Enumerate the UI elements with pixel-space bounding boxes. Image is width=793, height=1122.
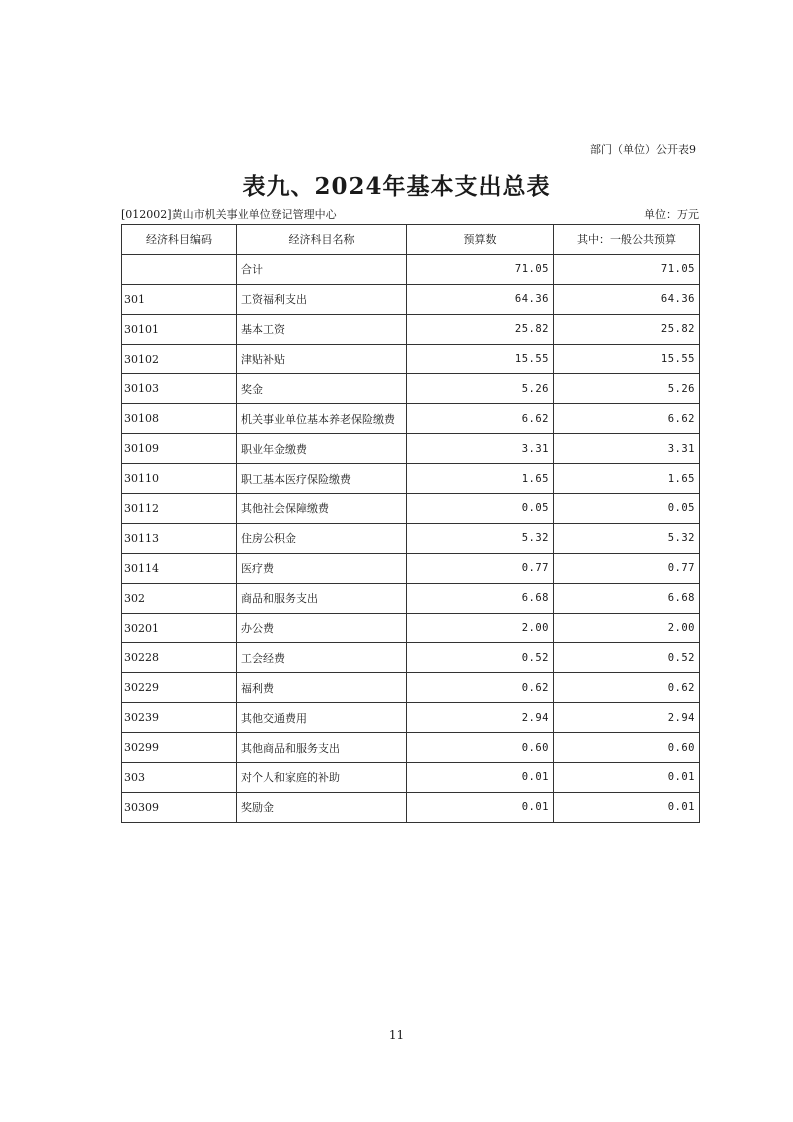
- table-row: [122, 613, 700, 643]
- unit-name: [012002]黄山市机关事业单位登记管理中心: [121, 208, 337, 221]
- name-cell: 商品和服务支出: [237, 583, 407, 613]
- general-cell: 2.94: [554, 703, 700, 733]
- code-cell: 30110: [122, 464, 237, 494]
- table-row: [122, 583, 700, 613]
- name-cell: 津贴补贴: [237, 344, 407, 374]
- general-cell: 0.62: [554, 673, 700, 703]
- code-cell: 30102: [122, 344, 237, 374]
- table-row: [122, 314, 700, 344]
- budget-cell: 0.60: [407, 733, 554, 763]
- budget-cell: 0.01: [407, 792, 554, 822]
- general-cell: 0.52: [554, 643, 700, 673]
- header-code: 经济科目编码: [122, 225, 237, 255]
- general-cell: 0.01: [554, 792, 700, 822]
- name-cell: 其他社会保障缴费: [237, 494, 407, 524]
- code-cell: 30114: [122, 553, 237, 583]
- table-row: [122, 464, 700, 494]
- code-cell: 301: [122, 284, 237, 314]
- code-cell: 30201: [122, 613, 237, 643]
- table-row: [122, 643, 700, 673]
- code-cell: 302: [122, 583, 237, 613]
- general-cell: 64.36: [554, 284, 700, 314]
- general-cell: 3.31: [554, 434, 700, 464]
- name-cell: 奖励金: [237, 792, 407, 822]
- name-cell: 机关事业单位基本养老保险缴费: [237, 404, 407, 434]
- table-row: [122, 254, 700, 284]
- general-cell: 15.55: [554, 344, 700, 374]
- code-cell: 30239: [122, 703, 237, 733]
- budget-cell: 0.62: [407, 673, 554, 703]
- budget-cell: 6.62: [407, 404, 554, 434]
- general-cell: 1.65: [554, 464, 700, 494]
- name-cell: 工会经费: [237, 643, 407, 673]
- general-cell: 5.26: [554, 374, 700, 404]
- code-cell: 30112: [122, 494, 237, 524]
- table-header-row: [122, 225, 700, 255]
- table-row: [122, 523, 700, 553]
- table-row: [122, 763, 700, 793]
- name-cell: 职工基本医疗保险缴费: [237, 464, 407, 494]
- budget-cell: 5.32: [407, 523, 554, 553]
- code-cell: 303: [122, 763, 237, 793]
- budget-cell: 1.65: [407, 464, 554, 494]
- page-number: 11: [388, 1028, 405, 1042]
- code-cell: [122, 254, 237, 284]
- code-cell: 30229: [122, 673, 237, 703]
- budget-cell: 25.82: [407, 314, 554, 344]
- page-title: 表九、2024年基本支出总表: [242, 173, 551, 200]
- general-cell: 0.05: [554, 494, 700, 524]
- budget-cell: 15.55: [407, 344, 554, 374]
- name-cell: 奖金: [237, 374, 407, 404]
- table-row: [122, 553, 700, 583]
- code-cell: 30109: [122, 434, 237, 464]
- table-row: [122, 284, 700, 314]
- table-row: [122, 792, 700, 822]
- table-row: [122, 673, 700, 703]
- budget-table: [121, 224, 700, 823]
- budget-cell: 0.52: [407, 643, 554, 673]
- budget-cell: 2.94: [407, 703, 554, 733]
- name-cell: 办公费: [237, 613, 407, 643]
- name-cell: 职业年金缴费: [237, 434, 407, 464]
- budget-cell: 64.36: [407, 284, 554, 314]
- table-meta: [121, 206, 699, 222]
- name-cell: 其他交通费用: [237, 703, 407, 733]
- code-cell: 30228: [122, 643, 237, 673]
- table-row: [122, 404, 700, 434]
- table-row: [122, 344, 700, 374]
- budget-cell: 0.77: [407, 553, 554, 583]
- table-row: [122, 434, 700, 464]
- general-cell: 0.01: [554, 763, 700, 793]
- table-row: [122, 494, 700, 524]
- table-row: [122, 733, 700, 763]
- general-cell: 71.05: [554, 254, 700, 284]
- name-cell: 合计: [237, 254, 407, 284]
- table-row: [122, 374, 700, 404]
- general-cell: 6.68: [554, 583, 700, 613]
- code-cell: 30101: [122, 314, 237, 344]
- header-general: 其中：一般公共预算: [554, 225, 700, 255]
- budget-cell: 71.05: [407, 254, 554, 284]
- budget-cell: 3.31: [407, 434, 554, 464]
- code-cell: 30108: [122, 404, 237, 434]
- code-cell: 30299: [122, 733, 237, 763]
- header-budget: 预算数: [407, 225, 554, 255]
- budget-cell: 0.05: [407, 494, 554, 524]
- name-cell: 医疗费: [237, 553, 407, 583]
- name-cell: 住房公积金: [237, 523, 407, 553]
- general-cell: 6.62: [554, 404, 700, 434]
- general-cell: 25.82: [554, 314, 700, 344]
- code-cell: 30103: [122, 374, 237, 404]
- code-cell: 30113: [122, 523, 237, 553]
- general-cell: 0.77: [554, 553, 700, 583]
- name-cell: 工资福利支出: [237, 284, 407, 314]
- table-row: [122, 703, 700, 733]
- general-cell: 2.00: [554, 613, 700, 643]
- name-cell: 对个人和家庭的补助: [237, 763, 407, 793]
- budget-cell: 6.68: [407, 583, 554, 613]
- unit-label: 单位：万元: [644, 208, 699, 221]
- name-cell: 福利费: [237, 673, 407, 703]
- name-cell: 其他商品和服务支出: [237, 733, 407, 763]
- general-cell: 5.32: [554, 523, 700, 553]
- form-number: 部门（单位）公开表9: [590, 143, 696, 156]
- name-cell: 基本工资: [237, 314, 407, 344]
- budget-cell: 2.00: [407, 613, 554, 643]
- budget-cell: 5.26: [407, 374, 554, 404]
- header-name: 经济科目名称: [237, 225, 407, 255]
- general-cell: 0.60: [554, 733, 700, 763]
- budget-cell: 0.01: [407, 763, 554, 793]
- code-cell: 30309: [122, 792, 237, 822]
